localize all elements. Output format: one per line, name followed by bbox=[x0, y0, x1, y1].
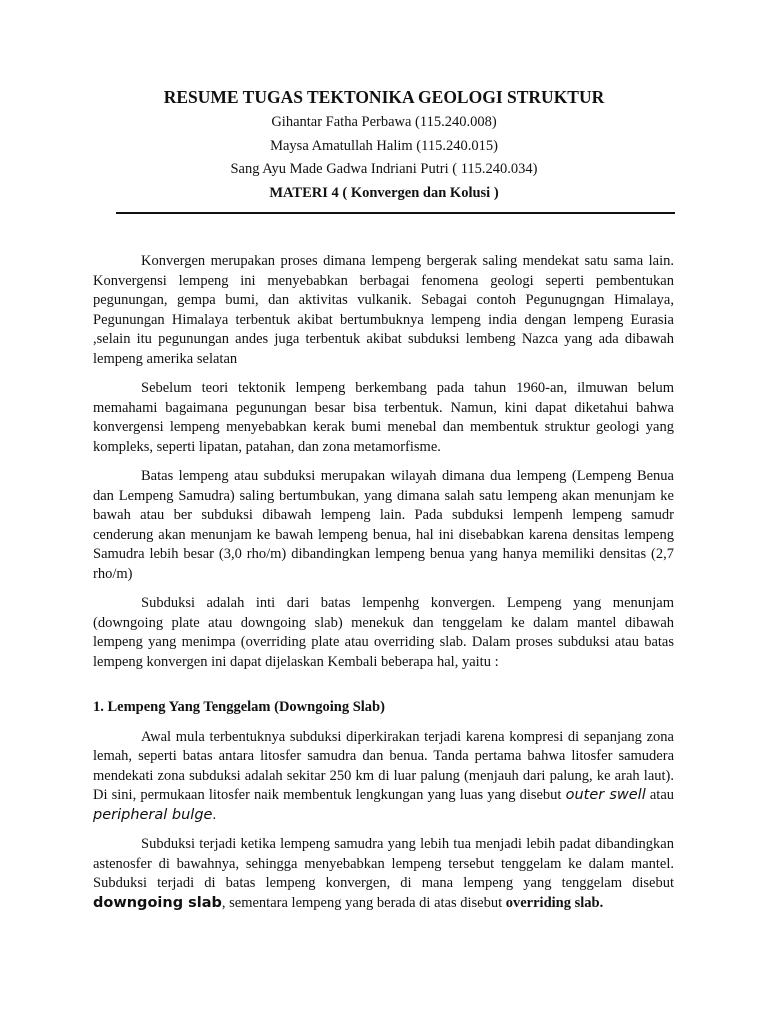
paragraph bbox=[93, 835, 674, 913]
paragraph-text: Subduksi terjadi ketika lempeng samudra yang lebih tua menjadi lebih padat dibandingkan astenosfer di bawahnya, sehingga menyebabkan lempeng tersebut tenggelam ke dalam mantel. Subduksi terjadi di batas lempeng konvergen, di mana lempeng yang tenggelam disebut bbox=[93, 836, 674, 891]
author-line: Gihantar Fatha Perbawa (115.240.008) bbox=[271, 114, 497, 130]
paragraph-text: , sementara lempeng yang berada di atas disebut bbox=[221, 894, 506, 911]
author-line: Sang Ayu Made Gadwa Indriani Putri ( 115.240.034) bbox=[230, 161, 538, 177]
paragraph-text: . bbox=[212, 806, 217, 823]
author-line: Maysa Amatullah Halim (115.240.015) bbox=[270, 137, 498, 154]
title-divider bbox=[116, 212, 675, 214]
paragraph: Batas lempeng atau subduksi merupakan wilayah dimana dua lempeng (Lempeng Benua dan Lempeng Samudra) saling bertumbukan, yang dimana salah satu lempeng akan menunjam ke bawah atau ber subduksi dibawah lempeng lain. Pada subduksi lempenh lempeng samudr cenderung akan menunjam ke bawah lempeng benua, hal ini disebabkan karena densitas lempeng Samudra lebih besar (3,0 rho/m) dibandingkan lempeng benua yang hanya memiliki densitas (2,7 rho/m) bbox=[93, 468, 674, 582]
paragraph bbox=[93, 728, 674, 826]
materi-subtitle: MATERI 4 ( Konvergen dan Kolusi ) bbox=[269, 184, 499, 201]
italic-term: outer swell bbox=[565, 787, 646, 803]
document-header bbox=[0, 86, 768, 203]
section-heading: 1. Lempeng Yang Tenggelam (Downgoing Slab) bbox=[93, 699, 385, 715]
bold-term: downgoing slab bbox=[93, 894, 222, 911]
bold-term: overriding slab. bbox=[505, 894, 604, 911]
paragraph: Subduksi adalah inti dari batas lempenhg konvergen. Lempeng yang menunjam (downgoing plate atau downgoing slab) menekuk dan tenggelam ke dalam mantel dibawah lempeng yang menimpa (overriding plate atau overriding slab. Dalam proses subduksi atau batas lempeng konvergen ini dapat dijelaskan Kembali beberapa hal, yaitu : bbox=[93, 595, 674, 670]
document-title: RESUME TUGAS TEKTONIKA GEOLOGI STRUKTUR bbox=[163, 87, 605, 107]
paragraph: Sebelum teori tektonik lempeng berkembang pada tahun 1960-an, ilmuwan belum memahami bagaimana pegunungan besar bisa terbentuk. Namun, kini dapat diketahui bahwa konvergensi lempeng menyebabkan kerak bumi menebal dan membentuk struktur geologi yang kompleks, seperti lipatan, patahan, dan zona metamorfisme. bbox=[93, 380, 674, 455]
paragraph: Konvergen merupakan proses dimana lempeng bergerak saling mendekat satu sama lain. Konvergensi lempeng ini menyebabkan berbagai fenomena geologi seperti pembentukan pegunungan, gempa bumi, dan aktivitas vulkanik. Sebagai contoh Pegunugngan Himalaya, Pegunungan Himalaya terbentuk akibat bertumbuknya lempeng india dengan lempeng Eurasia ,selain itu pegunungan andes juga terbentuk akibat subduksi lembeng Nazca yang ada dibawah lempeng amerika selatan bbox=[93, 253, 674, 367]
paragraph-text: atau bbox=[645, 787, 675, 803]
document-body bbox=[93, 252, 674, 923]
italic-term: peripheral bulge bbox=[93, 806, 213, 823]
paragraph-text: Awal mula terbentuknya subduksi diperkirakan terjadi karena kompresi di sepanjang zona lemah, seperti batas antara litosfer samudra dan benua. Tanda pertama bahwa litosfer samudera mendekati zona subduksi adalah sekitar 250 km di luar palung (menjauh dari palung, ke arah laut). Di sini, permukaan litosfer naik membentuk lengkungan yang luas yang disebut bbox=[93, 728, 674, 803]
